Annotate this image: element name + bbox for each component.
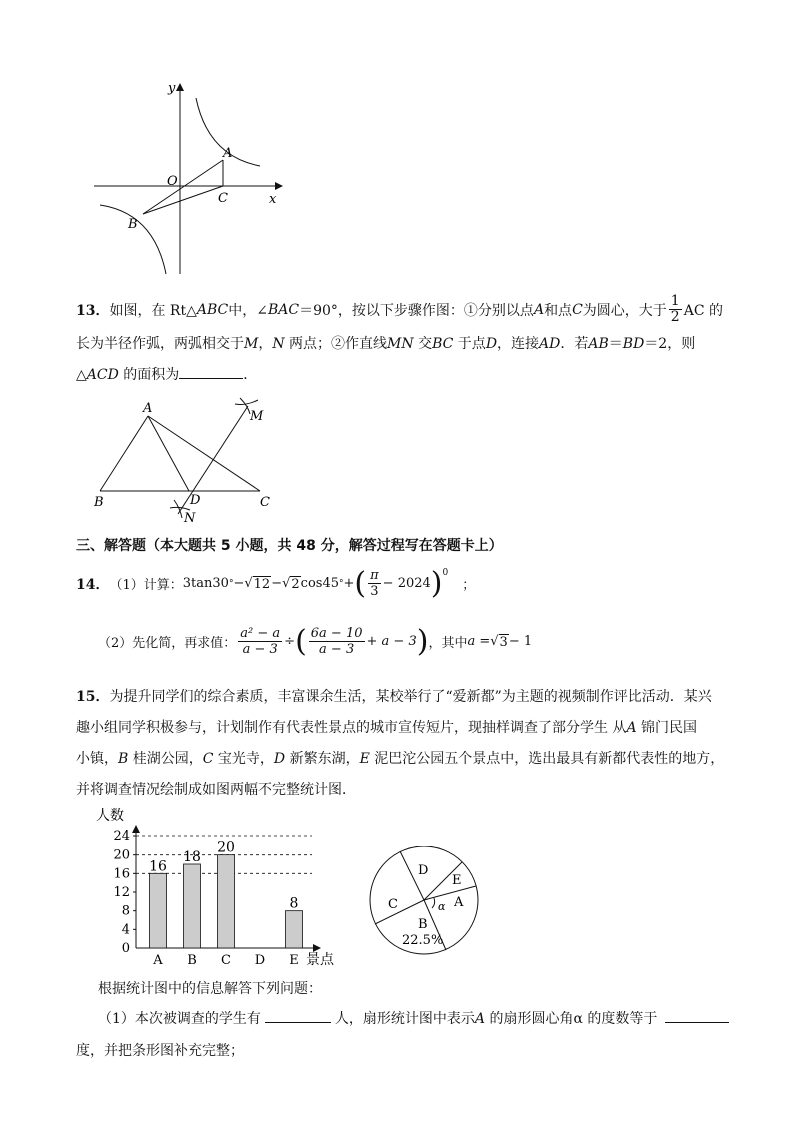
triangle-figure [88, 396, 288, 524]
pie-chart [366, 846, 486, 958]
point-d-label: D [190, 493, 201, 508]
data-label-E: 8 [289, 895, 299, 912]
x-tick-label: E [289, 953, 299, 968]
fraction-half: $\frac{1}{2}$ [670, 293, 680, 325]
segment-ad [148, 416, 189, 491]
q13-line2: 长为半径作弧，两弧相交于M，N 两点；②作直线MN 交BC 于点D，连接AD．若AB＝BD＝2，则 [76, 336, 696, 352]
y-axis-label: y [168, 81, 176, 96]
point-b-label: B [94, 495, 104, 510]
pie-label-c: C [388, 897, 398, 912]
fraction-pi-over-3: $\frac{\pi}{3}$ [370, 568, 379, 599]
bar-C [218, 855, 235, 948]
q15-instruction: 根据统计图中的信息解答下列问题： [98, 981, 322, 997]
answer-blank-count[interactable] [265, 1008, 331, 1023]
answer-blank[interactable] [179, 364, 243, 379]
x-tick-label: A [153, 953, 163, 968]
origin-label: O [167, 174, 178, 189]
segment-ac [148, 416, 260, 491]
pie-label-e: E [452, 873, 462, 888]
q15-line3: 小镇，B 桂湖公园，C 宝光寺，D 新繁东湖，E 泥巴沱公园五个景点中，选出最具有新都代表性的地方， [76, 751, 725, 767]
point-b-label: B [128, 217, 138, 232]
alpha-arc [432, 898, 435, 908]
pie-label-b-percent: 22.5% [402, 933, 444, 948]
bar-chart [90, 804, 350, 972]
point-n-label: N [184, 511, 196, 524]
fraction-2: $\frac{6a - 10}{a - 3}$ [310, 626, 363, 657]
pie-divider-bc [375, 900, 424, 924]
point-a-label: A [143, 401, 153, 416]
segment-ab [100, 416, 148, 491]
point-a-label: A [223, 146, 233, 161]
q15-line2: 趣小组同学积极参与，计划制作有代表性景点的城市宣传短片，现抽样调查了部分学生 从A 锦门民国 [76, 720, 698, 736]
pie-label-d: D [418, 863, 429, 878]
point-m-label: M [250, 409, 264, 424]
pie-label-b: B [418, 917, 428, 932]
y-tick-label: 4 [121, 922, 130, 938]
segment-bc [143, 186, 223, 214]
fraction-1: $\frac{\text{a² − a}}{a - 3}$ [240, 626, 281, 657]
line-mn [178, 406, 248, 514]
y-tick-label: 12 [113, 885, 130, 900]
q13-line3: △ACD 的面积为 ． [76, 364, 257, 384]
point-c-label: C [260, 495, 270, 510]
answer-blank-angle[interactable] [665, 1008, 729, 1023]
q14-part2: （2）先化简，再求值： $\frac{\text{a² − a}}{a - 3}$ ÷ ( $\frac{6a - 10}{a - 3}$ + a − 3 ) ，其中 a = √ 3 − 1 [98, 623, 533, 659]
pie-label-alpha: α [438, 900, 446, 913]
q15-sub1-line2: 度，并把条形图补充完整； [76, 1043, 244, 1059]
y-tick-label: 8 [121, 903, 130, 919]
bar-A [150, 873, 167, 948]
y-tick-label: 24 [113, 829, 130, 844]
bar-B [184, 864, 201, 948]
bar-chart-xlabel: 景点 [306, 952, 334, 968]
q14-part1: 14． （1）计算： 3tan30 ° − √ 12 − √ 2 cos45 ° + ( $\frac{\pi}{3}$ − 2024 ) $^0$ ； [76, 565, 476, 601]
y-tick-label: 20 [113, 847, 130, 863]
q13-line1: 13． 如图，在 Rt△ ABC 中，∠ BAC ＝90°，按以下步骤作图：①分别以点 A 和点 C 为圆心，大于 $\frac{1}{2}$ AC 的 [76, 293, 723, 325]
section-3-heading: 三、解答题（本大题共 5 小题，共 48 分，解答过程写在答题卡上） [76, 538, 503, 554]
y-tick-label: 0 [121, 941, 130, 956]
pie-divider-ea [424, 886, 476, 900]
x-tick-label: D [254, 953, 266, 968]
data-label-B: 18 [183, 849, 201, 865]
x-axis-label: x [269, 192, 277, 207]
q15-line4: 并将调查情况绘制成如图两幅不完整统计图． [76, 782, 356, 798]
coordinate-figure [92, 78, 292, 278]
q15-sub1-line1: （1）本次被调查的学生有 人，扇形统计图中表示A 的扇形圆心角α 的度数等于 [98, 1008, 729, 1028]
bar-chart-ylabel: 人数 [96, 808, 124, 824]
point-c-label: C [218, 191, 228, 206]
x-tick-label: C [221, 953, 231, 968]
x-tick-label: B [187, 953, 197, 968]
segment-ab [143, 160, 223, 214]
hyperbola-branch-2 [100, 205, 166, 274]
y-tick-label: 16 [113, 866, 130, 882]
bar-E [286, 911, 303, 948]
data-label-A: 16 [149, 858, 167, 875]
pie-label-a: A [454, 895, 464, 910]
q15-line1: 15．为提升同学们的综合素质，丰富课余生活，某校举行了“爱新都”为主题的视频制作评比活动．某兴 [76, 689, 712, 705]
data-label-C: 20 [217, 839, 235, 856]
